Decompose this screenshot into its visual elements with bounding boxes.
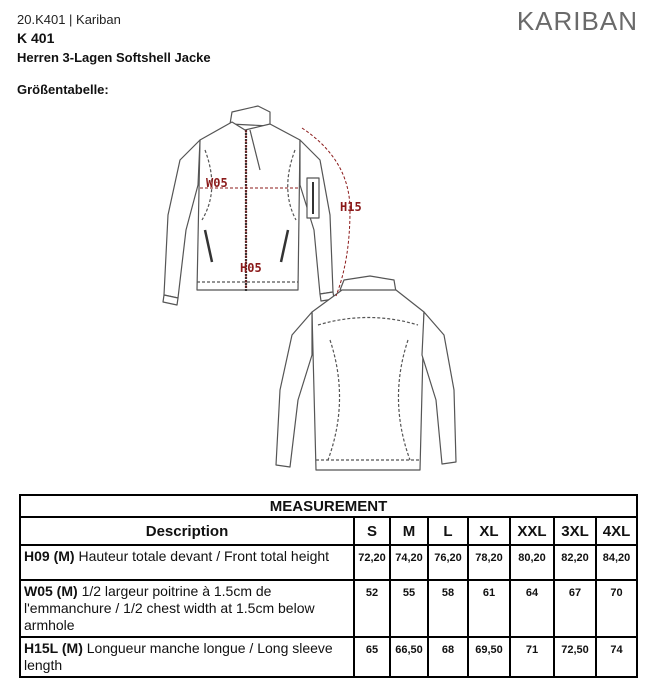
- row-description: [20, 580, 354, 637]
- table-title: MEASUREMENT: [20, 495, 637, 517]
- cell-value: 72,20: [354, 545, 390, 580]
- row-code: H15L (M): [24, 640, 83, 656]
- cell-value: 69,50: [468, 637, 510, 677]
- cell-value: 64: [510, 580, 554, 637]
- cell-value: 58: [428, 580, 468, 637]
- cell-value: 76,20: [428, 545, 468, 580]
- col-l: L: [428, 517, 468, 545]
- jacket-front-icon: [163, 106, 334, 305]
- jacket-back-icon: [276, 276, 456, 470]
- label-h15: H15: [340, 200, 362, 214]
- product-name: Herren 3-Lagen Softshell Jacke: [17, 50, 211, 65]
- label-w05: W05: [206, 176, 228, 190]
- cell-value: 82,20: [554, 545, 596, 580]
- cell-value: 80,20: [510, 545, 554, 580]
- cell-value: 65: [354, 637, 390, 677]
- product-code-line: 20.K401 | Kariban: [17, 12, 121, 27]
- table-row: [20, 545, 637, 580]
- cell-value: 72,50: [554, 637, 596, 677]
- cell-value: 61: [468, 580, 510, 637]
- cell-value: 74,20: [390, 545, 428, 580]
- cell-value: 55: [390, 580, 428, 637]
- cell-value: 71: [510, 637, 554, 677]
- jacket-technical-drawing: [150, 100, 480, 480]
- table-row: [20, 637, 637, 677]
- cell-value: 84,20: [596, 545, 637, 580]
- size-chart-label: Größentabelle:: [17, 82, 109, 97]
- row-description: [20, 637, 354, 677]
- cell-value: 74: [596, 637, 637, 677]
- cell-value: 68: [428, 637, 468, 677]
- cell-value: 66,50: [390, 637, 428, 677]
- model-number: K 401: [17, 30, 55, 46]
- col-m: M: [390, 517, 428, 545]
- cell-value: 52: [354, 580, 390, 637]
- col-s: S: [354, 517, 390, 545]
- cell-value: 70: [596, 580, 637, 637]
- col-xl: XL: [468, 517, 510, 545]
- table-row: [20, 580, 637, 637]
- row-text: 1/2 largeur poitrine à 1.5cm de l'emmanchure / 1/2 chest width at 1.5cm below armhole: [24, 583, 315, 633]
- col-description: Description: [20, 517, 354, 545]
- row-code: H09 (M): [24, 548, 75, 564]
- measurement-table: [19, 494, 638, 678]
- cell-value: 67: [554, 580, 596, 637]
- col-4xl: 4XL: [596, 517, 637, 545]
- row-text: Longueur manche longue / Long sleeve length: [24, 640, 333, 673]
- brand-logo: KARIBAN: [516, 6, 638, 36]
- col-xxl: XXL: [510, 517, 554, 545]
- row-text: Hauteur totale devant / Front total height: [78, 548, 330, 564]
- row-code: W05 (M): [24, 583, 78, 599]
- label-h05: H05: [240, 261, 262, 275]
- cell-value: 78,20: [468, 545, 510, 580]
- col-3xl: 3XL: [554, 517, 596, 545]
- row-description: [20, 545, 354, 580]
